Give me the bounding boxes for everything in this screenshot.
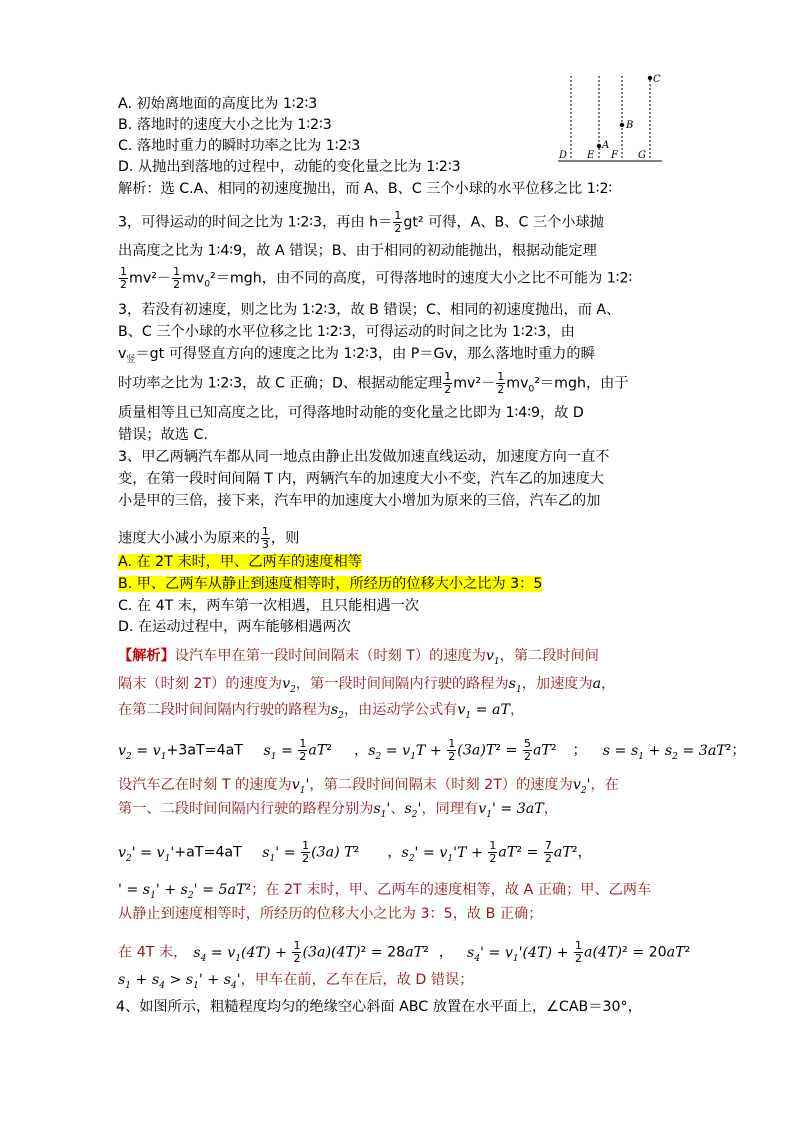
solution-text: ，加速度为 xyxy=(521,676,593,692)
solution-text: ，在 xyxy=(590,777,619,793)
analysis-text: ，由不同的高度，可得落地时的速度大小之比不可能为 1∶2∶ xyxy=(261,270,633,287)
fraction-half: $\frac{1}{2}$ xyxy=(394,209,402,235)
solution-text: ；在 2T 末时，甲、乙两车的速度相等，故 A 正确；甲、乙两车 xyxy=(251,882,652,898)
q3-solution-line-11: $s_1 + s_4 > s_1' + s_4'$，甲车在前，乙车在后，故 D 错误； xyxy=(118,972,474,991)
solution-text: ，同理有 xyxy=(421,801,479,817)
q3-option-d: D. 在运动过程中，两车能够相遇两次 xyxy=(118,619,351,635)
q2-option-d: D. 从抛出到落地的过程中，动能的变化量之比为 1∶2∶3 xyxy=(118,159,461,175)
q3-stem-line-3: 小是甲的三倍，接下来，汽车甲的加速度大小增加为原来的三倍，汽车乙的加 xyxy=(118,493,601,509)
label-g: G xyxy=(638,150,646,161)
q3-solution-line-1: 【解析】设汽车甲在第一段时间间隔末（时刻 T）的速度为$v_1$，第二段时间间 xyxy=(118,648,599,667)
label-d: D xyxy=(559,150,568,161)
solution-text: 设汽车乙在时刻 T 的速度为 xyxy=(118,777,292,793)
point-a xyxy=(597,144,601,148)
q4-stem-line-1: 4、如图所示，粗糙程度均匀的绝缘空心斜面 ABC 放置在水平面上，∠CAB＝30°， xyxy=(116,999,642,1015)
q3-solution-line-3: 在第二段时间间隔内行驶的路程为$s_2$，由运动学公式有$v_1$ = aT， xyxy=(118,702,525,721)
solution-text: ，甲车在前，乙车在后，故 D 错误； xyxy=(240,972,474,988)
q2-analysis-line-4: $\frac{1}{2}$ mv²－ $\frac{1}{2}$ $mv_0^2=mgh$，由不同的高度，可得落地时的速度大小之比不可能为 1∶2∶ xyxy=(120,265,633,291)
q2-option-a: A. 初始离地面的高度比为 1∶2∶3 xyxy=(118,96,318,112)
analysis-text: gt² 可得，A、B、C 三个小球抛 xyxy=(403,214,604,231)
solution-text: 在 4T 末， xyxy=(118,944,188,961)
label-c: C xyxy=(653,74,661,85)
analysis-text: 3，可得运动的时间之比为 1∶2∶3，再由 h＝ xyxy=(118,214,393,231)
label-a: A xyxy=(602,140,610,151)
q2-analysis-line-5: 3，若没有初速度，则之比为 1∶2∶3，故 B 错误；C、相同的初速度抛出，而 A、 xyxy=(118,302,621,318)
q3-option-a xyxy=(118,552,362,572)
q3-solution-line-10: 在 4T 末， $s_4 = v_1(4T)$ + $\frac{1}{2}$ (3a)(4T)² = 28aT² ， $s_4' = v_1'(4T)$ + $\frac{1}{2}$ a(4T)² = 20aT² xyxy=(118,939,691,965)
stem-text: 速度大小减小为原来的 xyxy=(118,530,260,547)
q2-analysis-line-3: 出高度之比为 1∶4∶9，故 A 错误；B、由于相同的初动能抛出，根据动能定理 xyxy=(118,243,597,259)
q3-stem-line-1: 3、甲乙两辆汽车都从同一地点由静止出发做加速直线运动，加速度方向一直不 xyxy=(118,449,610,465)
fraction-half: $\frac{1}{2}$ xyxy=(497,370,505,396)
solution-text: 隔末（时刻 2T）的速度为 xyxy=(118,676,283,692)
highlighted-answer: B. 甲、乙两车从静止到速度相等时，所经历的位移大小之比为 3：5 xyxy=(118,576,543,592)
point-c xyxy=(648,76,652,80)
solution-text: ，第二段时间间隔末（时刻 2T）的速度为 xyxy=(309,777,573,793)
q3-solution-line-5: 设汽车乙在时刻 T 的速度为$v_1'$，第二段时间间隔末（时刻 2T）的速度为$v_2'$，在 xyxy=(118,777,619,796)
point-b xyxy=(620,123,624,127)
q3-option-b xyxy=(118,574,542,594)
solution-text: 第一、二段时间间隔内行驶的路程分别为 xyxy=(118,801,374,817)
analysis-text: ，由于 xyxy=(585,375,629,392)
q2-analysis-line-2 xyxy=(118,210,604,235)
q2-analysis-line-8: 时功率之比为 1∶2∶3，故 C 正确；D、根据动能定理 $\frac{1}{2}$ mv²－ $\frac{1}{2}$ $mv_0^2=mgh$，由于 xyxy=(118,370,629,396)
solution-text: ，第一段时间间隔内行驶的路程为 xyxy=(295,676,509,692)
analysis-text: 时功率之比为 1∶2∶3，故 C 正确；D、根据动能定理 xyxy=(118,375,443,392)
q2-analysis-line-7: $v_竖=gt$ 可得竖直方向的速度之比为 1∶2∶3，由 P＝Gv，那么落地时重力的瞬 xyxy=(118,346,595,365)
projectile-figure xyxy=(554,72,674,167)
solution-text: ，第二段时间间 xyxy=(499,648,599,664)
fraction-half: $\frac{1}{2}$ xyxy=(444,370,452,396)
solution-tag: 【解析】 xyxy=(118,648,175,664)
solution-text: ，由运动学公式有 xyxy=(343,702,458,718)
q3-stem-line-2: 变，在第一段时间间隔 T 内，两辆汽车的加速度大小不变，汽车乙的加速度大 xyxy=(118,471,604,487)
highlighted-answer: A. 在 2T 末时，甲、乙两车的速度相等 xyxy=(118,554,362,570)
q2-analysis-line-10: 错误；故选 C. xyxy=(118,427,208,443)
q3-solution-line-2: 隔末（时刻 2T）的速度为$v_2$，第一段时间间隔内行驶的路程为$s_1$，加速度为a， xyxy=(118,676,616,695)
fraction-half: $\frac{1}{2}$ xyxy=(120,265,127,291)
fraction-half: $\frac{1}{2}$ xyxy=(173,265,181,291)
q3-equation-row-1: $v_2 = v_1+3aT=4aT$ $s_1$ = $\frac{1}{2}$ aT² ，$s_2 = v_1T$ + $\frac{1}{2}$ (3a)T² = $\frac{5}{2}$ aT² ； $s = s_1 + s_2 = 3aT^2$； xyxy=(118,737,746,763)
q2-analysis-line-9: 质量相等且已知高度之比，可得落地时动能的变化量之比即为 1∶4∶9，故 D xyxy=(118,405,584,421)
q3-equation-row-2: $v_2' = v_1'+aT=4aT$ $s_1'$ = $\frac{1}{2}$ (3a) T² ，$s_2' = v_1'T$ + $\frac{1}{2}$ aT² = $\frac{7}{2}$ aT²， xyxy=(118,839,592,865)
analysis-text: ＝gt 可得竖直方向的速度之比为 1∶2∶3，由 P＝Gv，那么落地时重力的瞬 xyxy=(135,346,595,362)
q2-option-c: C. 落地时重力的瞬时功率之比为 1∶2∶3 xyxy=(118,138,361,154)
stem-text: ，则 xyxy=(270,530,300,547)
label-b: B xyxy=(626,120,634,131)
q3-stem-line-4 xyxy=(118,526,299,551)
label-f: F xyxy=(611,150,618,161)
q2-analysis-line-1: 解析：选 C.A、相同的初速度抛出，而 A、B、C 三个小球的水平位移之比 1∶2∶ xyxy=(118,181,613,197)
solution-text: 设汽车甲在第一段时间间隔末（时刻 T）的速度为 xyxy=(174,648,486,664)
label-e: E xyxy=(587,150,595,161)
q2-option-b: B. 落地时的速度大小之比为 1∶2∶3 xyxy=(118,117,332,133)
q3-solution-line-8: ' = $s_1' + s_2' = 5aT^2$；在 2T 末时，甲、乙两车的速度相等，故 A 正确；甲、乙两车 xyxy=(118,882,652,901)
q3-solution-line-9: 从静止到速度相等时，所经历的位移大小之比为 3：5，故 B 正确； xyxy=(118,906,543,922)
q2-analysis-line-6: B、C 三个小球的水平位移之比 1∶2∶3，可得运动的时间之比为 1∶2∶3，由 xyxy=(118,324,575,340)
solution-text: 在第二段时间间隔内行驶的路程为 xyxy=(118,702,331,718)
q3-option-c: C. 在 4T 末，两车第一次相遇，且只能相遇一次 xyxy=(118,598,420,614)
fraction-third: $\frac{1}{3}$ xyxy=(261,525,269,551)
q3-solution-line-6: 第一、二段时间间隔内行驶的路程分别为$s_1'$、$s_2'$，同理有$v_1' = 3aT$， xyxy=(118,801,558,820)
